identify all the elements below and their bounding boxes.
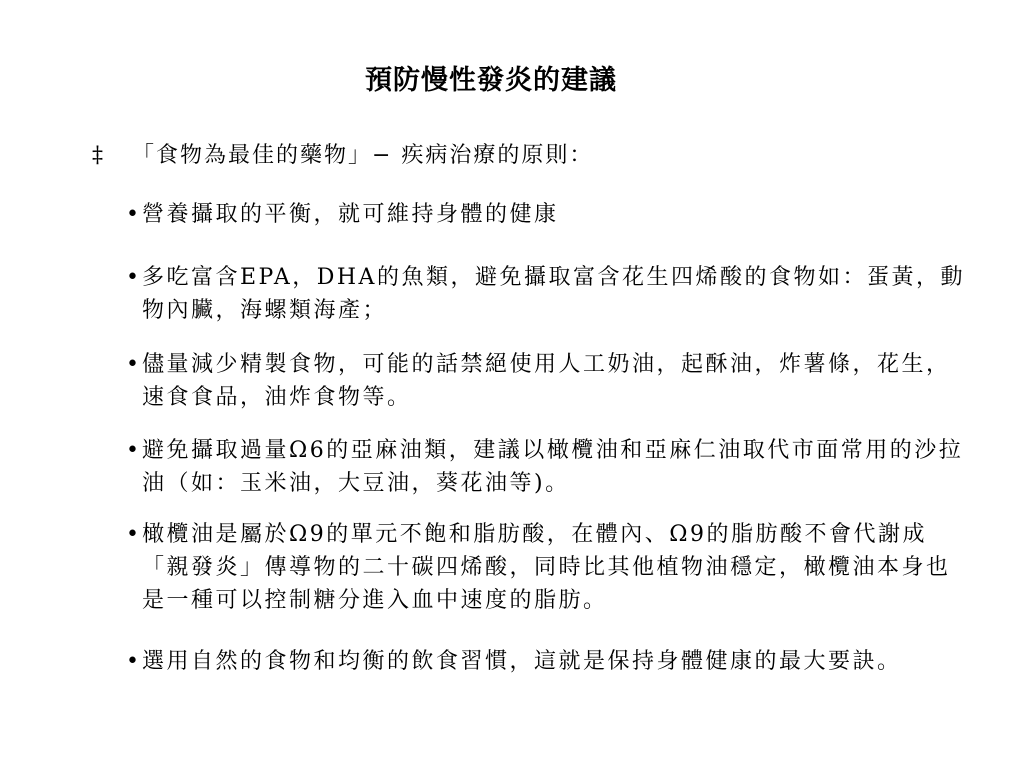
bullet-dot-icon: •: [126, 522, 142, 547]
bullet-text: 橄欖油是屬於Ω9的單元不飽和脂肪酸，在體內、Ω9的脂肪酸不會代謝成「親發炎」傳導物的二十碳四烯酸，同時比其他植物油穩定，橄欖油本身也是一種可以控制糖分進入血中速度的脂肪。: [142, 522, 951, 613]
bullet-dot-icon: •: [126, 438, 142, 463]
bullet-text: 多吃富含EPA，DHA的魚類，避免攝取富含花生四烯酸的食物如：蛋黃，動物內臟，海螺類海產；: [142, 265, 965, 323]
bullet-item: [126, 198, 972, 231]
bullet-dot-icon: •: [126, 352, 142, 377]
bullet-dot-icon: •: [126, 265, 142, 290]
bullet-text: 選用自然的食物和均衡的飲食習慣，這就是保持身體健康的最大要訣。: [142, 649, 902, 674]
bullet-item: [126, 348, 972, 414]
bullet-text: 儘量減少精製食物，可能的話禁絕使用人工奶油，起酥油，炸薯條，花生，速食食品，油炸食物等。: [142, 352, 951, 410]
bullet-item: [126, 434, 972, 500]
bullet-text: 避免攝取過量Ω6的亞麻油類，建議以橄欖油和亞麻仁油取代市面常用的沙拉油（如：玉米油，大豆油，葵花油等)。: [142, 438, 964, 496]
bullet-text: 營養攝取的平衡，就可維持身體的健康: [142, 202, 559, 227]
double-dagger-bullet-icon: ‡: [92, 143, 105, 168]
bullet-dot-icon: •: [126, 202, 142, 227]
bullet-item: [126, 645, 972, 678]
main-point: [92, 138, 593, 169]
bullet-dot-icon: •: [126, 649, 142, 674]
slide-title: 預防慢性發炎的建議: [365, 65, 617, 96]
bullet-item: [126, 518, 972, 617]
main-point-text: 「食物為最佳的藥物」− 疾病治療的原則：: [132, 143, 594, 168]
bullet-item: [126, 261, 972, 327]
